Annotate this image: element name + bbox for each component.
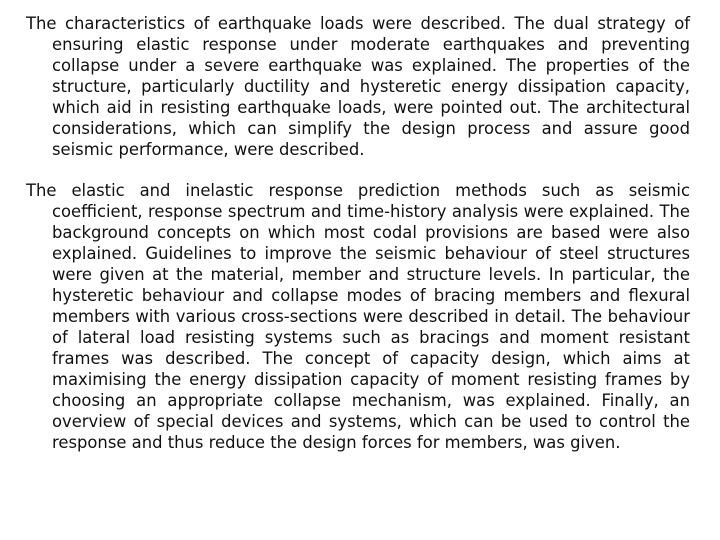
paragraph-response-prediction: The elastic and inelastic response prediction methods such as seismic coefficient, response spectrum and time-history analysis were explained. The background concepts on which most codal provisions are based were also explained. Guidelines to improve the seismic behaviour of steel structures were given at the material, member and structure levels. In particular, the hysteretic behaviour and collapse modes of bracing members and flexural members with various cross-sections were described in detail. The behaviour of lateral load resisting systems such as bracings and moment resistant frames was described. The concept of capacity design, which aims at maximising the energy dissipation capacity of moment resisting frames by choosing an appropriate collapse mechanism, was explained. Finally, an overview of special devices and systems, which can be used to control the response and thus reduce the design forces for members, was given. [26, 181, 690, 452]
paragraph-earthquake-loads: The characteristics of earthquake loads were described. The dual strategy of ensuring elastic response under moderate earthquakes and preventing collapse under a severe earthquake was explained. The properties of the structure, particularly ductility and hysteretic energy dissipation capacity, which aid in resisting earthquake loads, were pointed out. The architectural considerations, which can simplify the design process and assure good seismic performance, were described. [26, 14, 690, 159]
